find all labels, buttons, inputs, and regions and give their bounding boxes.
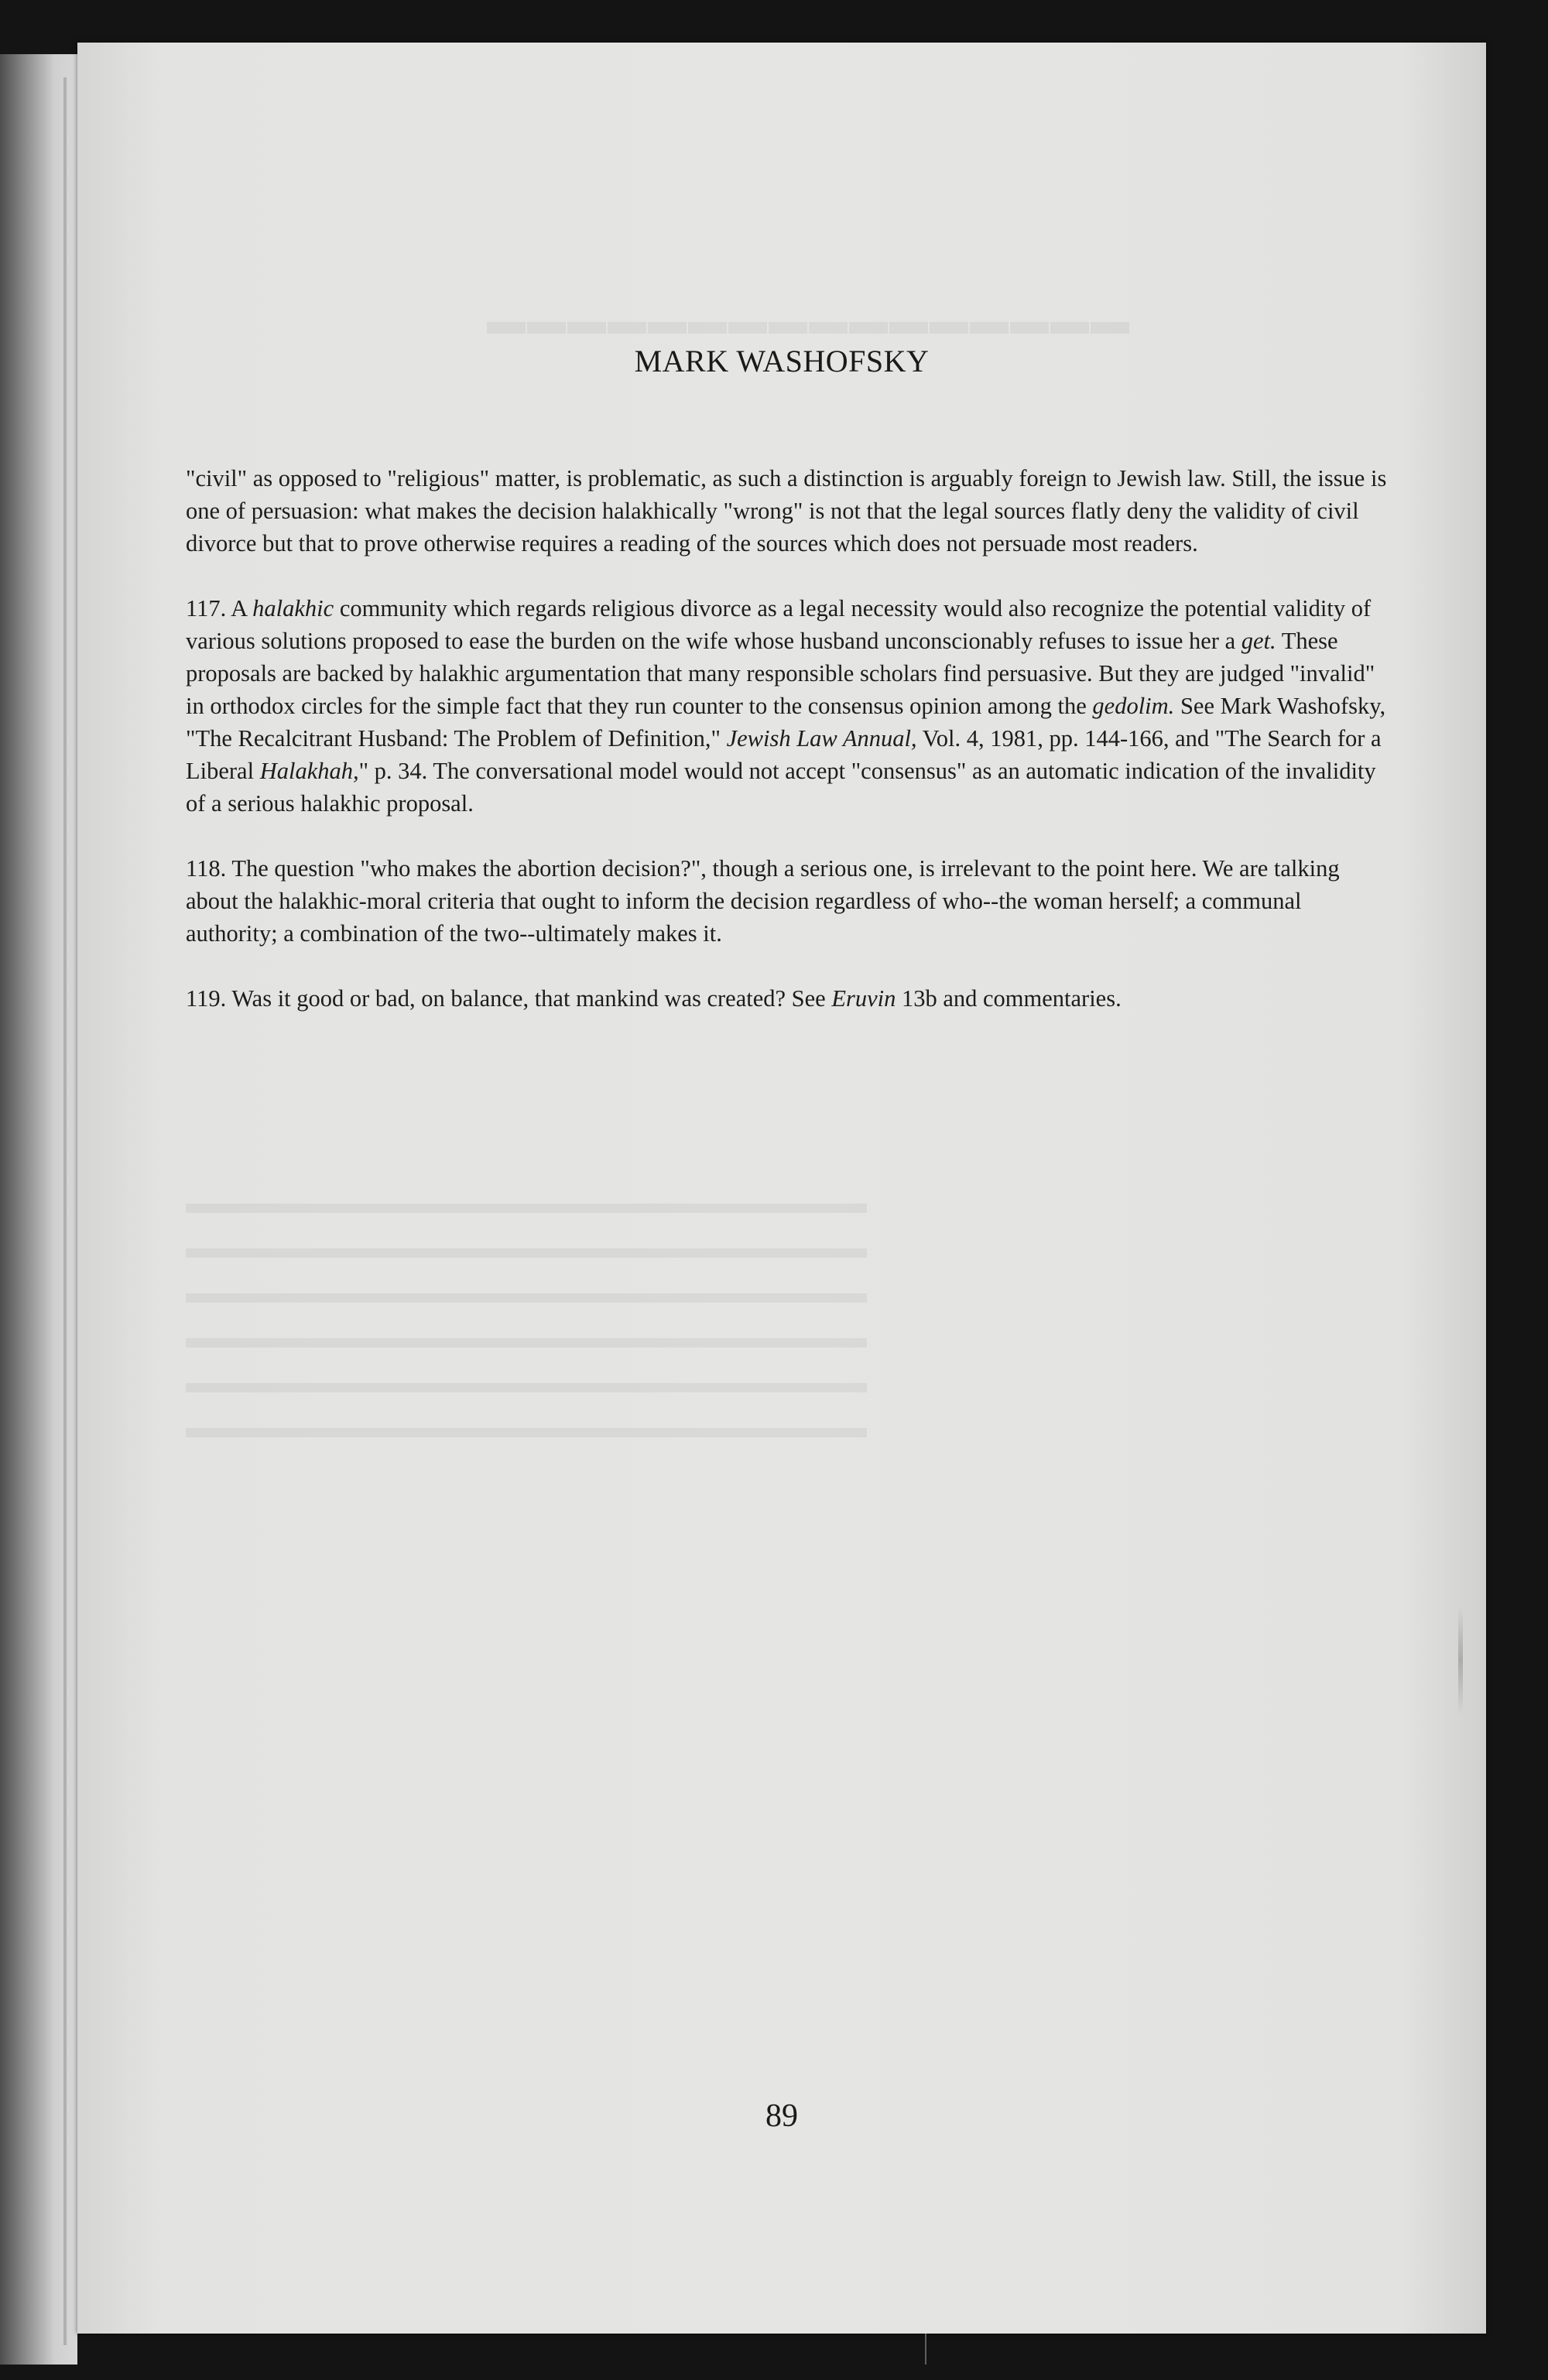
endnotes-block xyxy=(186,462,1393,1047)
bleed-mark xyxy=(925,2334,926,2365)
page-number: 89 xyxy=(765,2098,798,2134)
book-page xyxy=(77,43,1486,2334)
page-crease xyxy=(1458,1606,1463,1714)
note-117: 117. A halakhic community which regards religious divorce as a legal necessity would also recognize the potential validity of various solutions proposed to ease the burden on the wife whose husband unconscionably refuses to issue her a get. These proposals are backed by halakhic argumentation that many responsible scholars find persuasive. But they are judged "invalid" in orthodox circles for the simple fact that they run counter to the consensus opinion among the gedolim. See Mark Washofsky, "The Recalcitrant Husband: The Problem of Definition," Jewish Law Annual, Vol. 4, 1981, pp. 144-166, and "The Search for a Liberal Halakhah," p. 34. The conversational model would not accept "consensus" as an automatic indication of the invalidity of a serious halakhic proposal. xyxy=(186,595,1386,817)
note-continuation: "civil" as opposed to "religious" matter, is problematic, as such a distinction is arguably foreign to Jewish law. Still, the issue is one of persuasion: what makes the decision halakhically "wrong" is not that the legal sources flatly deny the validity of civil divorce but that to prove otherwise requires a reading of the sources which does not persuade most readers. xyxy=(186,465,1387,556)
note-118: 118. The question "who makes the abortion decision?", though a serious one, is irrelevant to the point here. We are talking about the halakhic-moral criteria that ought to inform the decision regardless of who--the woman herself; a communal authority; a combination of the two--ultimately makes it. xyxy=(186,855,1340,947)
page-edge-shadow xyxy=(63,77,67,2345)
bleed-through-texture: ▬▬▬▬▬▬▬▬▬▬▬▬▬▬▬▬ ▬▬▬▬▬▬▬▬▬▬▬▬▬▬▬▬▬▬▬▬▬▬ ▬▬▬▬▬▬▬▬▬▬▬▬▬▬▬▬▬▬▬▬▬▬ ▬▬▬▬▬▬▬▬▬▬▬▬▬▬▬▬▬▬▬▬▬▬ ▬▬▬▬▬▬▬▬▬▬▬▬▬▬▬▬▬▬▬▬▬▬ ▬▬▬▬▬▬▬▬▬▬▬▬▬▬▬▬▬▬▬▬▬▬ ▬▬▬▬▬▬▬▬▬▬▬▬▬▬▬▬▬▬▬▬▬▬ xyxy=(186,299,1131,1444)
note-119: 119. Was it good or bad, on balance, that mankind was created? See Eruvin 13b and commentaries. xyxy=(186,985,1122,1012)
running-header: MARK WASHOFSKY xyxy=(634,344,930,378)
